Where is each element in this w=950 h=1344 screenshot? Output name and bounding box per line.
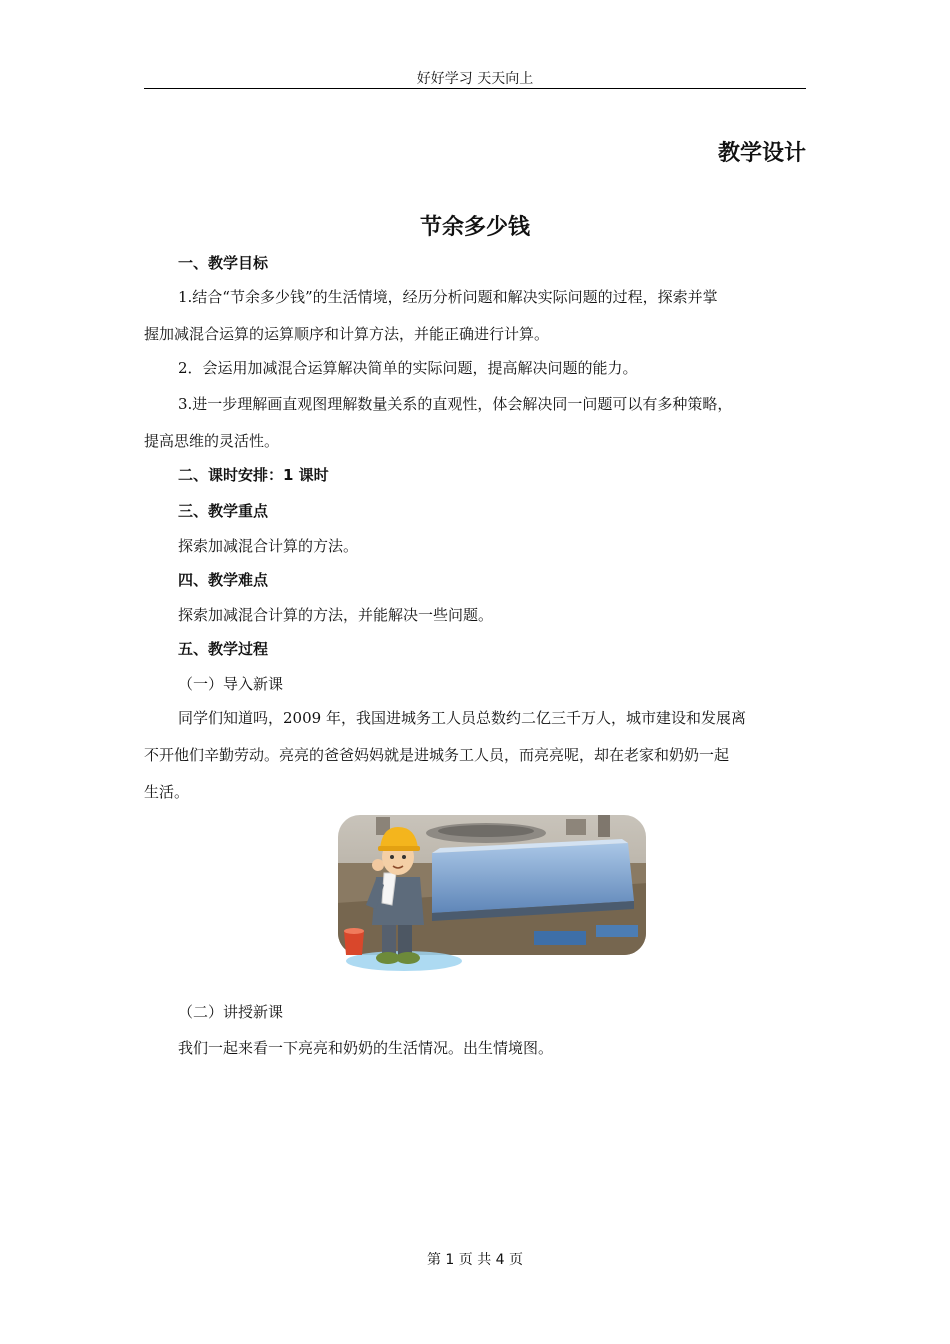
objective-1-line-2: 握加减混合运算的运算顺序和计算方法，并能正确进行计算。: [144, 325, 550, 343]
intro-paragraph-line-3: 生活。: [144, 783, 190, 801]
objective-3-line-1: 3.进一步理解画直观图理解数量关系的直观性，体会解决同一问题可以有多种策略，: [178, 395, 733, 413]
objective-3-line-2: 提高思维的灵活性。: [144, 432, 280, 450]
section-heading-difficulties: 四、教学难点: [178, 571, 269, 589]
page-header: 好好学习 天天向上: [416, 71, 534, 87]
worker-illustration: [336, 813, 648, 975]
subheading-introduction: （一）导入新课: [178, 675, 284, 693]
page-footer: 第 1 页 共 4 页: [426, 1252, 524, 1268]
document-type-heading: 教学设计: [717, 141, 806, 166]
section-heading-schedule: 二、课时安排：1 课时: [178, 466, 329, 484]
section-heading-process: 五、教学过程: [178, 640, 269, 658]
key-points-text: 探索加减混合计算的方法。: [178, 537, 359, 555]
section-heading-objectives: 一、教学目标: [178, 254, 269, 272]
subheading-new-lesson: （二）讲授新课: [178, 1003, 284, 1021]
objective-1-line-1: 1.结合“节余多少钱”的生活情境，经历分析问题和解决实际问题的过程，探索并掌: [178, 288, 718, 306]
header-divider: [144, 88, 806, 89]
objective-2: 2．会运用加减混合运算解决简单的实际问题，提高解决问题的能力。: [178, 359, 638, 377]
intro-paragraph-line-2: 不开他们辛勤劳动。亮亮的爸爸妈妈就是进城务工人员，而亮亮呢，却在老家和奶奶一起: [144, 746, 730, 764]
section-heading-key-points: 三、教学重点: [178, 502, 269, 520]
lesson-title: 节余多少钱: [419, 215, 530, 240]
difficulties-text: 探索加减混合计算的方法，并能解决一些问题。: [178, 606, 494, 624]
new-lesson-paragraph: 我们一起来看一下亮亮和奶奶的生活情况。出生情境图。: [178, 1039, 554, 1057]
intro-paragraph-line-1: 同学们知道吗，2009 年，我国进城务工人员总数约二亿三千万人，城市建设和发展离: [178, 709, 746, 727]
